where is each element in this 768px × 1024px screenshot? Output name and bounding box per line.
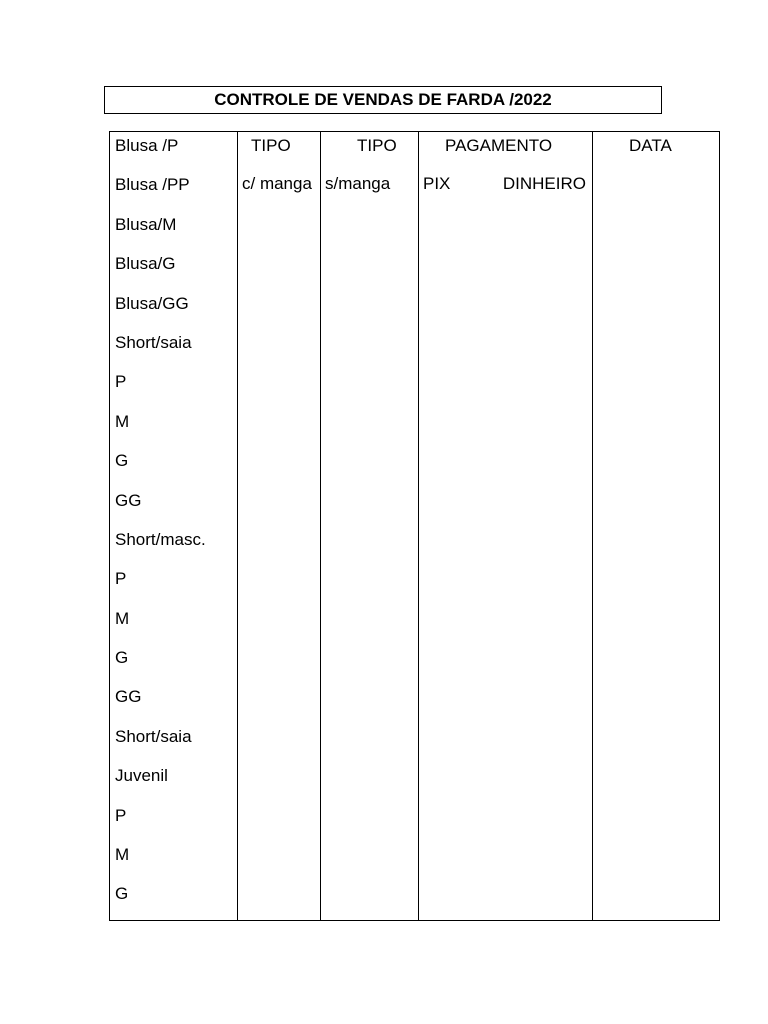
item-entry: Juvenil: [115, 766, 168, 786]
tipo-header: TIPO: [251, 136, 291, 155]
item-entry: G: [115, 648, 129, 668]
item-entry: P: [115, 372, 127, 392]
sales-table: [109, 131, 720, 921]
data-header: DATA: [629, 136, 672, 155]
pix-label: PIX: [423, 174, 451, 193]
pagamento-header: PAGAMENTO: [445, 136, 553, 155]
item-entry: G: [115, 451, 129, 471]
tipo-sem-manga-column: [321, 132, 419, 920]
item-entry: M: [115, 608, 130, 628]
item-entry: Blusa /P: [115, 136, 179, 155]
item-entry: Short/saia: [115, 726, 192, 746]
tipo-com-manga-column: [238, 132, 321, 920]
item-entry: Short/saia: [115, 332, 192, 352]
item-entry: M: [115, 411, 130, 431]
item-entry: G: [115, 884, 129, 904]
item-entry: M: [115, 845, 130, 865]
com-manga-label: c/ manga: [242, 174, 312, 193]
item-entry: Blusa /PP: [115, 175, 190, 195]
dinheiro-label: DINHEIRO: [502, 174, 586, 193]
pagamento-column: [419, 132, 593, 920]
item-entry: P: [115, 569, 127, 589]
data-column: [593, 132, 719, 920]
item-entry: P: [115, 805, 127, 825]
item-entry: GG: [115, 490, 142, 510]
document-title: [104, 86, 662, 114]
item-entry: GG: [115, 687, 142, 707]
item-entry: Blusa/M: [115, 214, 177, 234]
items-list: [115, 135, 206, 923]
title-text: CONTROLE DE VENDAS DE FARDA /2022: [214, 90, 552, 109]
items-column: [110, 132, 238, 920]
tipo-header: TIPO: [357, 136, 397, 155]
item-entry: Blusa/G: [115, 254, 176, 274]
item-entry: Short/masc.: [115, 529, 206, 549]
sem-manga-label: s/manga: [325, 174, 391, 193]
item-entry: Blusa/GG: [115, 293, 189, 313]
